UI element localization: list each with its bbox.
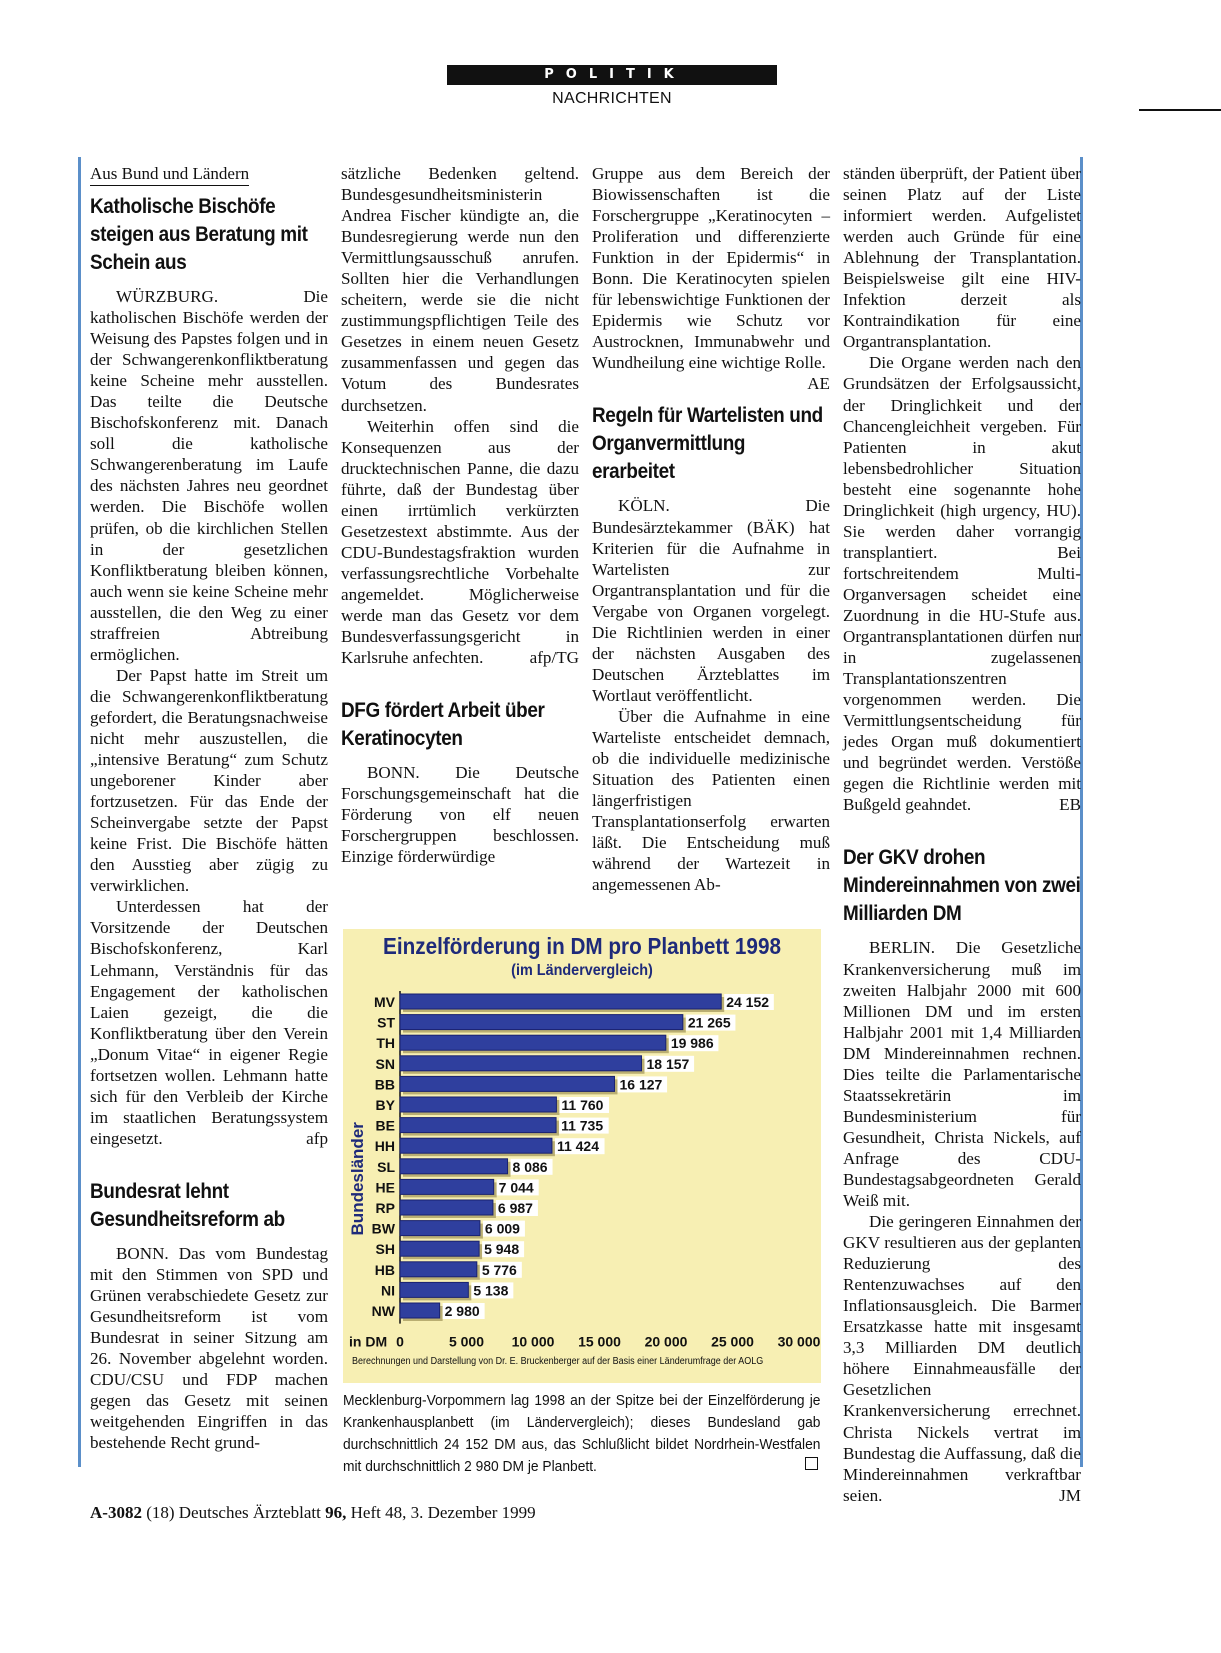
- category-label: SN: [375, 1055, 395, 1072]
- article-paragraph: BONN. Die Deutsche Forschungsgemeinschaft hat die Förderung von elf neuen Forschergruppen beschlossen. Einzige förderwürdige: [341, 763, 579, 867]
- article-paragraph: [341, 416, 579, 669]
- category-label: BY: [375, 1097, 395, 1113]
- value-label: 21 265: [687, 1014, 731, 1031]
- chart-subtitle: (im Ländervergleich): [511, 962, 653, 979]
- bar: [400, 1159, 508, 1174]
- bar: [400, 1056, 641, 1071]
- bar: [400, 1200, 493, 1215]
- article-paragraph: Der Papst hatte im Streit um die Schwangerenkonfliktberatung gefordert, die Beratungsnachweise nicht mehr auszustellen, die „intensive Beratung“ zum Schutz ungeborener Kinder aber fortzusetzen. Für das Ende der Scheinvergabe setzte der Papst keine Frist. Die Bischöfe hätten den Ausstieg aber zügig zu verwirklichen.: [90, 665, 328, 896]
- x-tick-label: 0: [396, 1333, 404, 1350]
- bar-chart: [343, 985, 821, 1357]
- category-label: HB: [374, 1261, 395, 1278]
- article-paragraph: [90, 896, 328, 1149]
- bar: [400, 1138, 552, 1153]
- bar: [400, 1241, 479, 1256]
- author-signature: JM: [1059, 1485, 1081, 1505]
- y-axis-label: Bundesländer: [348, 1122, 367, 1236]
- issue-date: Heft 48, 3. Dezember 1999: [350, 1503, 536, 1522]
- value-label: 6 009: [484, 1220, 520, 1237]
- value-label: 5 138: [473, 1282, 509, 1299]
- article-paragraph: [592, 163, 830, 394]
- header-rule: [1139, 109, 1221, 111]
- x-tick-label: 30 000: [777, 1333, 821, 1350]
- bar: [400, 1076, 614, 1091]
- category-label: SL: [377, 1158, 395, 1175]
- paragraph-text: Unterdessen hat der Vorsitzende der Deutschen Bischofskonferenz, Karl Lehmann, Verständnis für das Engagement der katholischen Laien gezeigt, die die Konfliktberatung über den Verein „Donum Vitae“ in eigener Regie fortsetzen wollen. Lehmann hatte sich für den Verbleib der Kirche im staatlichen Beratungssystem eingesetzt.: [90, 897, 328, 1148]
- author-signature: EB: [1059, 795, 1081, 815]
- column-1: [90, 163, 328, 1453]
- rubric: Aus Bund und Ländern: [90, 163, 249, 186]
- chart-title: Einzelförderung in DM pro Planbett 1998: [383, 933, 781, 959]
- column-3: [592, 163, 830, 895]
- article-paragraph: sätzliche Bedenken geltend. Bundesgesundheitsministerin Andrea Fischer kündigte an, die Bundesregierung werde nun den Vermittlungsausschuß anrufen. Sollten hier die Verhandlungen scheitern, werde sie die nicht zustimmungspflichtigen Teile des Gesetzes in einem neuen Gesetz zusammenfassen und gegen das Votum des Bundesrates durchsetzen.: [341, 164, 579, 415]
- headline-gkv: Der GKV drohen Mindereinnahmen von zwei Milliarden DM: [843, 845, 1081, 926]
- journal-name: (18) Deutsches Ärzteblatt: [146, 1503, 321, 1522]
- article-paragraph: BONN. Das vom Bundestag mit den Stimmen von SPD und Grünen verabschiedete Gesetz zur Gesundheitsreform ist vom Bundesrat in seiner Sitzung am 26. November abgelehnt worden. CDU/CSU und FDP machen gegen das Gesetz mit seinen weitgehenden Eingriffen in das bestehende Recht grund-: [90, 1243, 328, 1453]
- article-paragraph: ständen überprüft, der Patient über seinen Platz auf der Liste informiert werden. Aufgelistet werden auch Gründe für eine Ablehnung der Transplantation. Beispielsweise gilt eine HIV-Infektion derzeit als Kontraindikation für eine Organtransplantation.: [843, 164, 1081, 352]
- column-2: [341, 163, 579, 867]
- paragraph-text: Weiterhin offen sind die Konsequenzen aus der drucktechnischen Panne, die dazu führte, daß der Bundestag über einen irrtümlich verkürzten Gesetzestext abstimmte. Aus der CDU-Bundestagsfraktion wurden verfassungsrechtliche Vorbehalte angemeldet. Möglicherweise werde man das Gesetz vor dem Bundesverfassungsgericht in Karlsruhe anfechten.: [341, 416, 579, 668]
- end-mark-square: [805, 1457, 818, 1470]
- headline-dfg: DFG fördert Arbeit über Keratinocyten: [341, 698, 545, 751]
- bar: [400, 1221, 480, 1236]
- value-label: 7 044: [498, 1179, 534, 1196]
- article-paragraph: BERLIN. Die Gesetzliche Krankenversicherung muß im zweiten Halbjahr 2000 mit 600 Millionen DM und im ersten Halbjahr 2001 mit 1,4 Milliarden DM Mindereinnahmen rechnen. Dies teilte die Parlamentarische Staatssekretärin im Bundesministerium für Gesundheit, Christa Nickels, auf Anfrage des CDU-Bundestagsabgeordneten Gerald Weiß mit.: [843, 938, 1081, 1211]
- category-label: NI: [381, 1282, 395, 1299]
- page-number: A-3082: [90, 1503, 142, 1522]
- x-tick-label: 5 000: [448, 1333, 485, 1350]
- category-label: TH: [376, 1035, 395, 1052]
- value-label: 11 760: [561, 1097, 604, 1113]
- headline-bundesrat: Bundesrat lehnt Gesundheitsreform ab: [90, 1178, 285, 1231]
- value-label: 19 986: [670, 1035, 714, 1052]
- value-label: 16 127: [619, 1076, 663, 1093]
- category-label: BB: [374, 1076, 395, 1093]
- bar: [400, 1303, 440, 1318]
- volume-number: 96,: [325, 1503, 347, 1522]
- article-paragraph: [843, 352, 1081, 815]
- chart-source-note: Berechnungen und Darstellung von Dr. E. Bruckenberger auf der Basis einer Länderumfrage der AOLG: [352, 1356, 764, 1367]
- paragraph-text: Die geringeren Einnahmen der GKV resultieren aus der geplanten Reduzierung des Rentenzuwachses auf den Inflationsausgleich. Die Barmer Ersatzkasse hatte mit insgesamt 3,3 Milliarden DM deutlich höhere Einnahmeausfälle der Gesetzlichen Krankenversicherung errechnet. Christa Nickels vertrat im Bundestag die Auffassung, daß die Mindereinnahmen verkraftbar seien.: [843, 1212, 1081, 1505]
- value-label: 18 157: [646, 1055, 690, 1072]
- x-tick-label: 25 000: [711, 1333, 754, 1350]
- bar: [400, 1097, 556, 1112]
- article-paragraph: KÖLN. Die Bundesärztekammer (BÄK) hat Kriterien für die Aufnahme in Wartelisten zur Organtransplantation und für die Vergabe von Organen vorgelegt. Die Richtlinien werden in einer der nächsten Ausgaben des Deutschen Ärzteblattes im Wortlaut veröffentlicht.: [592, 496, 830, 705]
- category-label: HH: [374, 1138, 395, 1155]
- x-tick-label: 10 000: [511, 1333, 555, 1350]
- bar: [400, 1179, 494, 1194]
- section-kicker: POLITIK: [447, 65, 777, 85]
- value-label: 11 735: [561, 1117, 604, 1134]
- category-label: RP: [375, 1200, 395, 1216]
- x-axis-unit: in DM: [349, 1333, 388, 1350]
- category-label: MV: [374, 994, 395, 1010]
- value-label: 2 980: [444, 1303, 480, 1319]
- page-footer: [90, 1503, 536, 1523]
- author-signature: afp/TG: [529, 648, 579, 668]
- category-label: BE: [375, 1117, 395, 1134]
- x-tick-label: 20 000: [644, 1333, 688, 1350]
- paragraph-text: Die Organe werden nach den Grundsätzen der Erfolgsaussicht, der Dringlichkeit und der Chancengleichheit vergeben. Für Patienten in akut lebensbedrohlicher Situation besteht eine sogenannte hohe Dringlichkeit (high urgency, HU). Sie werden daher vorrangig transplantiert. Bei fortschreitendem Multi-Organversagen scheidet eine Zuordnung in die HU-Stufe aus. Organtransplantationen dürfen nur in zugelassenen Transplantationszentren vorgenommen werden. Die Vermittlungsentscheidung für jedes Organ muß dokumentiert und begründet werden. Verstöße gegen die Richtlinie werden mit Bußgeld geahndet.: [843, 353, 1081, 815]
- value-label: 5 776: [481, 1261, 517, 1278]
- bar: [400, 1118, 556, 1133]
- author-signature: afp: [306, 1128, 328, 1148]
- value-label: 24 152: [726, 994, 770, 1010]
- bar: [400, 1262, 477, 1277]
- article-paragraph: WÜRZBURG. Die katholischen Bischöfe werden der Weisung des Papstes folgen und in der Schwangerenkonfliktberatung keine Scheine mehr ausstellen. Das teilte die Deutsche Bischofskonferenz mit. Danach soll die katholische Schwangerenberatung im Laufe des nächsten Jahres neu geordnet werden. Die Bischöfe wollen prüfen, ob die kirchlichen Stellen in der gesetzlichen Konfliktberatung bleiben können, auch wenn sie keine Scheine mehr ausstellen, die den Weg zu einer straffreien Abtreibung ermöglichen.: [90, 287, 328, 664]
- column-4: [843, 163, 1081, 1506]
- value-label: 8 086: [512, 1158, 548, 1175]
- left-accent-bar: [78, 157, 81, 1467]
- category-label: NW: [371, 1303, 395, 1319]
- value-label: 11 424: [556, 1138, 600, 1155]
- chart-caption: Mecklenburg-Vorpommern lag 1998 an der Spitze bei der Einzelförderung je Krankenhausplanbett (im Ländervergleich); dieses Bundesland gab durchschnittlich 24 152 DM aus, das Schlußlicht bildet Nordrhein-Westfalen mit durchschnittlich 2 980 DM je Planbett.: [343, 1392, 821, 1475]
- article-paragraph: [843, 1211, 1081, 1506]
- category-label: SH: [375, 1241, 395, 1258]
- article-paragraph: Über die Aufnahme in eine Warteliste entscheidet demnach, ob die individuelle medizinische Situation des Patienten einen längerfristigen Transplantationserfolg erwarten läßt. Die Entscheidung muß während der Wartezeit in angemessenen Ab-: [592, 706, 830, 895]
- value-label: 6 987: [497, 1200, 533, 1216]
- bar: [400, 994, 721, 1009]
- bar: [400, 1035, 666, 1050]
- bar: [400, 1015, 683, 1030]
- author-signature: AE: [807, 374, 830, 394]
- x-tick-label: 15 000: [578, 1333, 621, 1350]
- paragraph-text: Gruppe aus dem Bereich der Biowissenschaften ist die Forschergruppe „Keratinocyten – Proliferation und differenzierte Funktion in der Epidermis“ in Bonn. Die Keratinocyten spielen für lebenswichtige Funktionen der Epidermis wie Schutz vor Austrocknen, Immunabwehr und Wundheilung eine wichtige Rolle.: [592, 164, 830, 373]
- category-label: HE: [375, 1179, 395, 1196]
- category-label: BW: [371, 1220, 395, 1237]
- category-label: ST: [377, 1014, 395, 1031]
- value-label: 5 948: [484, 1241, 520, 1258]
- bar: [400, 1282, 468, 1297]
- headline-wartelisten: Regeln für Wartelisten und Organvermittlung erarbeitet: [592, 403, 823, 484]
- headline-bischoefe: Katholische Bischöfe steigen aus Beratung mit Schein aus: [90, 194, 308, 274]
- subsection-label: NACHRICHTEN: [552, 90, 672, 107]
